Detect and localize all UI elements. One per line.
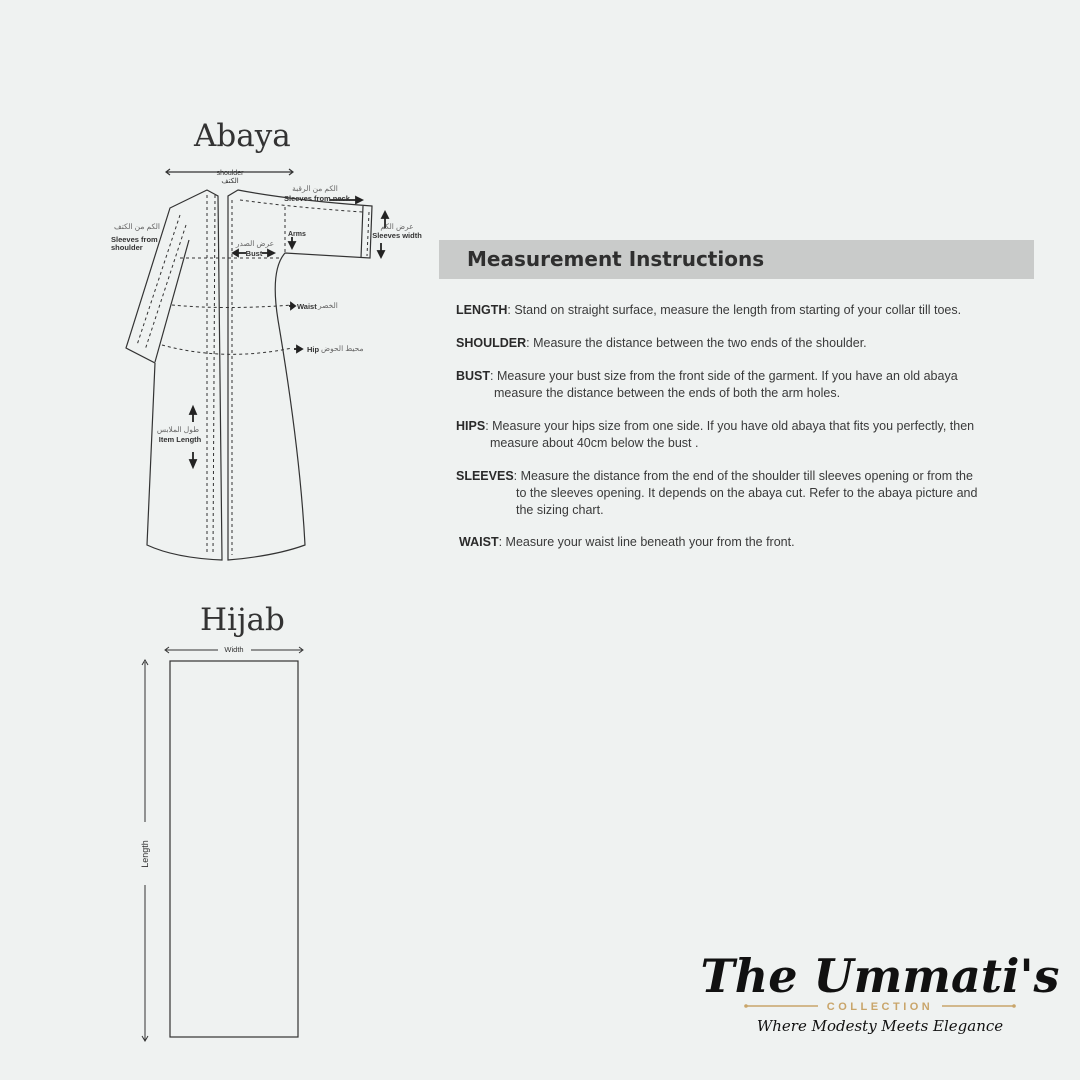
instruction-term: HIPS <box>456 419 486 433</box>
sleeves-width-label-ar: عرض الكم <box>380 222 414 231</box>
hijab-title: Hijab <box>200 602 285 638</box>
bust-label: Bust <box>245 249 263 258</box>
instruction-text-cont: measure about 40cm below the bust . <box>490 436 699 450</box>
hijab-length-label: Length <box>140 840 150 868</box>
instruction-text: : Measure your hips size from one side. If you have old abaya that fits you perfectly, then <box>485 419 975 433</box>
instruction-text-cont: to the sleeves opening. It depends on the abaya cut. Refer to the abaya picture and <box>516 486 978 500</box>
brand-name: The Ummati's <box>700 949 1060 1003</box>
hip-label-ar: محيط الحوض <box>321 344 364 353</box>
instruction-text: : Measure your waist line beneath your from the front. <box>498 535 795 549</box>
hijab-width-label: Width <box>224 645 244 654</box>
waist-label-ar: الخصر <box>318 301 338 310</box>
instruction-term: SLEEVES <box>456 469 514 483</box>
instruction-term: WAIST <box>459 535 499 549</box>
instruction-text: : Measure the distance between the two ends of the shoulder. <box>526 336 867 350</box>
bust-label-ar: عرض الصدر <box>235 239 275 248</box>
brand-tagline: Where Modesty Meets Elegance <box>756 1017 1004 1035</box>
instruction-text: : Measure the distance from the end of the shoulder till sleeves opening or from the <box>513 469 973 483</box>
abaya-title: Abaya <box>194 118 291 154</box>
sleeves-neck-label: Sleeves from neck <box>284 194 350 203</box>
instruction-term: BUST <box>456 369 491 383</box>
instruction-text: : Stand on straight surface, measure the length from starting of your collar till toes. <box>507 303 962 317</box>
instruction-text-cont: the sizing chart. <box>516 503 604 517</box>
item-length-label: Item Length <box>158 435 202 444</box>
waist-label: Waist <box>297 302 317 311</box>
hip-label: Hip <box>307 345 320 354</box>
arms-label: Arms <box>288 231 306 238</box>
instructions-heading: Measurement Instructions <box>467 247 765 271</box>
sleeves-shoulder-label-1: Sleeves from <box>111 235 158 244</box>
instruction-text-cont: measure the distance between the ends of both the arm holes. <box>494 386 841 400</box>
sleeves-width-label: Sleeves width <box>372 231 422 240</box>
shoulder-label: shoulder <box>216 170 244 177</box>
shoulder-label-ar: الكتف <box>221 178 239 185</box>
instruction-term: LENGTH <box>456 303 508 317</box>
sleeves-neck-label-ar: الكم من الرقبة <box>292 184 338 193</box>
instruction-term: SHOULDER <box>456 336 527 350</box>
brand-subtitle: COLLECTION <box>826 1001 934 1013</box>
sleeves-shoulder-label-ar: الكم من الكتف <box>114 222 160 231</box>
item-length-label-ar: طول الملابس <box>156 425 200 434</box>
sleeves-shoulder-label-2: shoulder <box>111 243 143 252</box>
instruction-text: : Measure your bust size from the front side of the garment. If you have an old abaya <box>490 369 958 383</box>
